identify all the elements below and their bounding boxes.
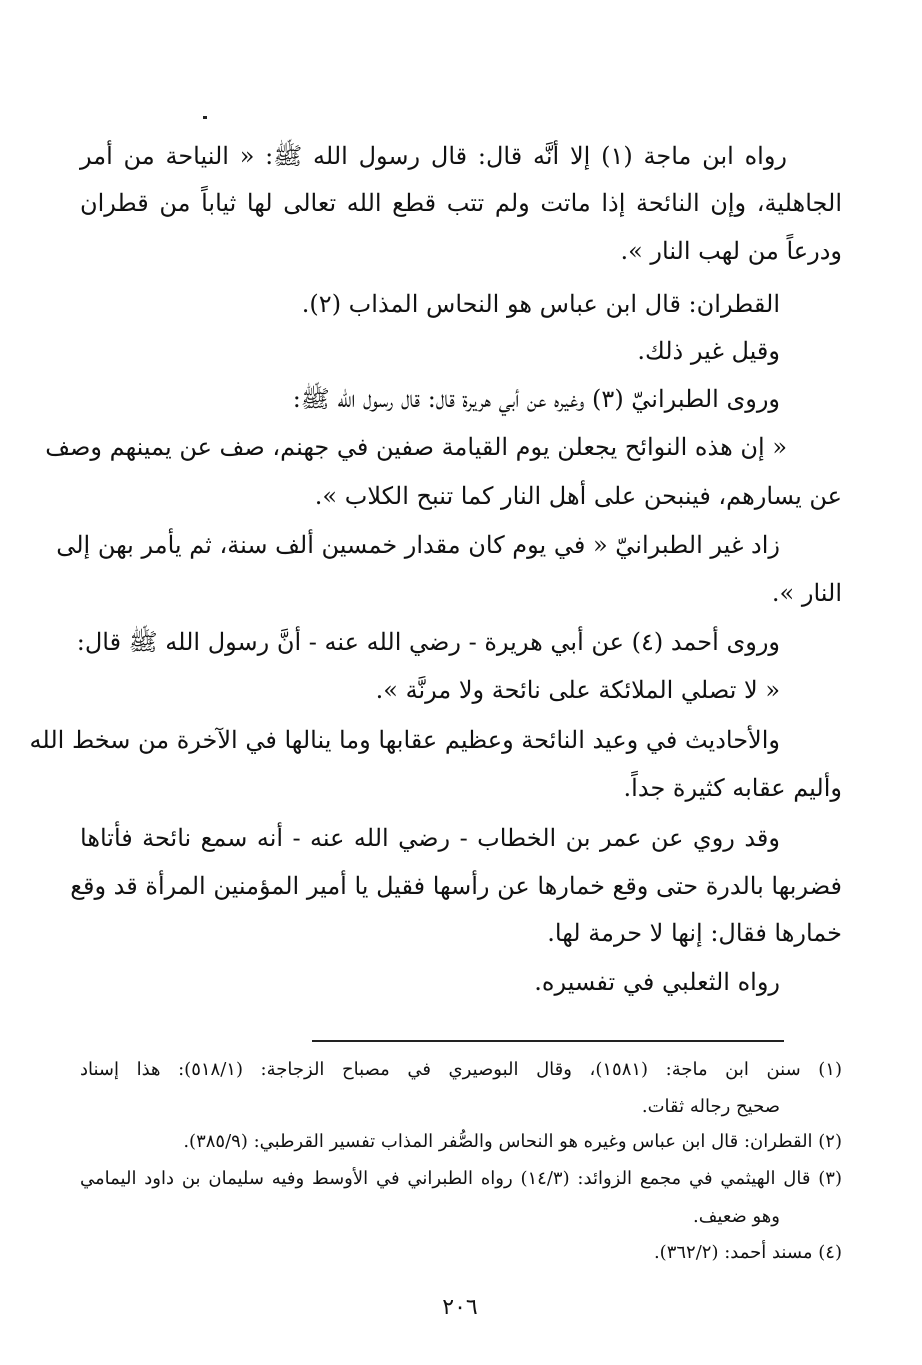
body-line: وقيل غير ذلك.: [637, 337, 780, 365]
footnote-line: (١) سنن ابن ماجة: (١٥٨١)، وقال البوصيري في مصباح الزجاجة: (٥١٨/١): هذا إسناد: [80, 1059, 842, 1080]
body-line: النار ».: [771, 579, 842, 607]
body-line: والأحاديث في وعيد النائحة وعظيم عقابها وما ينالها في الآخرة من سخط الله: [29, 726, 780, 754]
body-line: رواه الثعلبي في تفسيره.: [534, 968, 780, 996]
footnote-line: (٤) مسند أحمد: (٣٦٢/٢).: [653, 1242, 842, 1263]
page-number: ٢٠٦: [442, 1295, 478, 1320]
body-line: « لا تصلي الملائكة على نائحة ولا مرنَّة ».: [375, 676, 780, 704]
body-line: الجاهلية، وإن النائحة إذا ماتت ولم تتب قطع الله تعالى لها ثياباً من قطران: [80, 189, 842, 217]
body-line: وروى أحمد (٤) عن أبي هريرة - رضي الله عنه - أنَّ رسول الله ﷺ قال:: [76, 628, 780, 656]
body-line: فضربها بالدرة حتى وقع خمارها عن رأسها فقيل يا أمير المؤمنين المرأة قد وقع: [70, 872, 842, 900]
footnote-line: صحيح رجاله ثقات.: [641, 1096, 780, 1117]
body-line: وأليم عقابه كثيرة جداً.: [623, 774, 842, 802]
body-line: وروى الطبرانيّ (٣) وغيره عن أبي هريرة قال: قال رسول الله ﷺ:: [292, 385, 780, 413]
body-line: عن يسارهم، فينبحن على أهل النار كما تنبح الكلاب ».: [314, 482, 842, 510]
body-line: وقد روي عن عمر بن الخطاب - رضي الله عنه - أنه سمع نائحة فأتاها: [80, 824, 780, 852]
body-line: رواه ابن ماجة (١) إلا أنَّه قال: قال رسول الله ﷺ: « النياحة من أمر: [80, 142, 787, 170]
footnote-line: (٢) القطران: قال ابن عباس وغيره هو النحاس والصُّفر المذاب تفسير القرطبي: (٣٨٥/٩).: [183, 1131, 842, 1152]
body-line: القطران: قال ابن عباس هو النحاس المذاب (٢).: [301, 290, 780, 318]
body-line: ودرعاً من لهب النار ».: [620, 237, 842, 265]
ink-mark: [203, 116, 207, 119]
body-line: « إن هذه النوائح يجعلن يوم القيامة صفين في جهنم، صف عن يمينهم وصف: [45, 433, 787, 461]
footnote-line: (٣) قال الهيثمي في مجمع الزوائد: (١٤/٣) رواه الطبراني في الأوسط وفيه سليمان بن داود اليمامي: [80, 1168, 842, 1189]
body-line: خمارها فقال: إنها لا حرمة لها.: [547, 919, 842, 947]
footnote-line: وهو ضعيف.: [693, 1206, 780, 1227]
footnote-separator: [312, 1040, 784, 1042]
body-line: زاد غير الطبرانيّ « في يوم كان مقدار خمسين ألف سنة، ثم يأمر بهن إلى: [56, 531, 780, 559]
